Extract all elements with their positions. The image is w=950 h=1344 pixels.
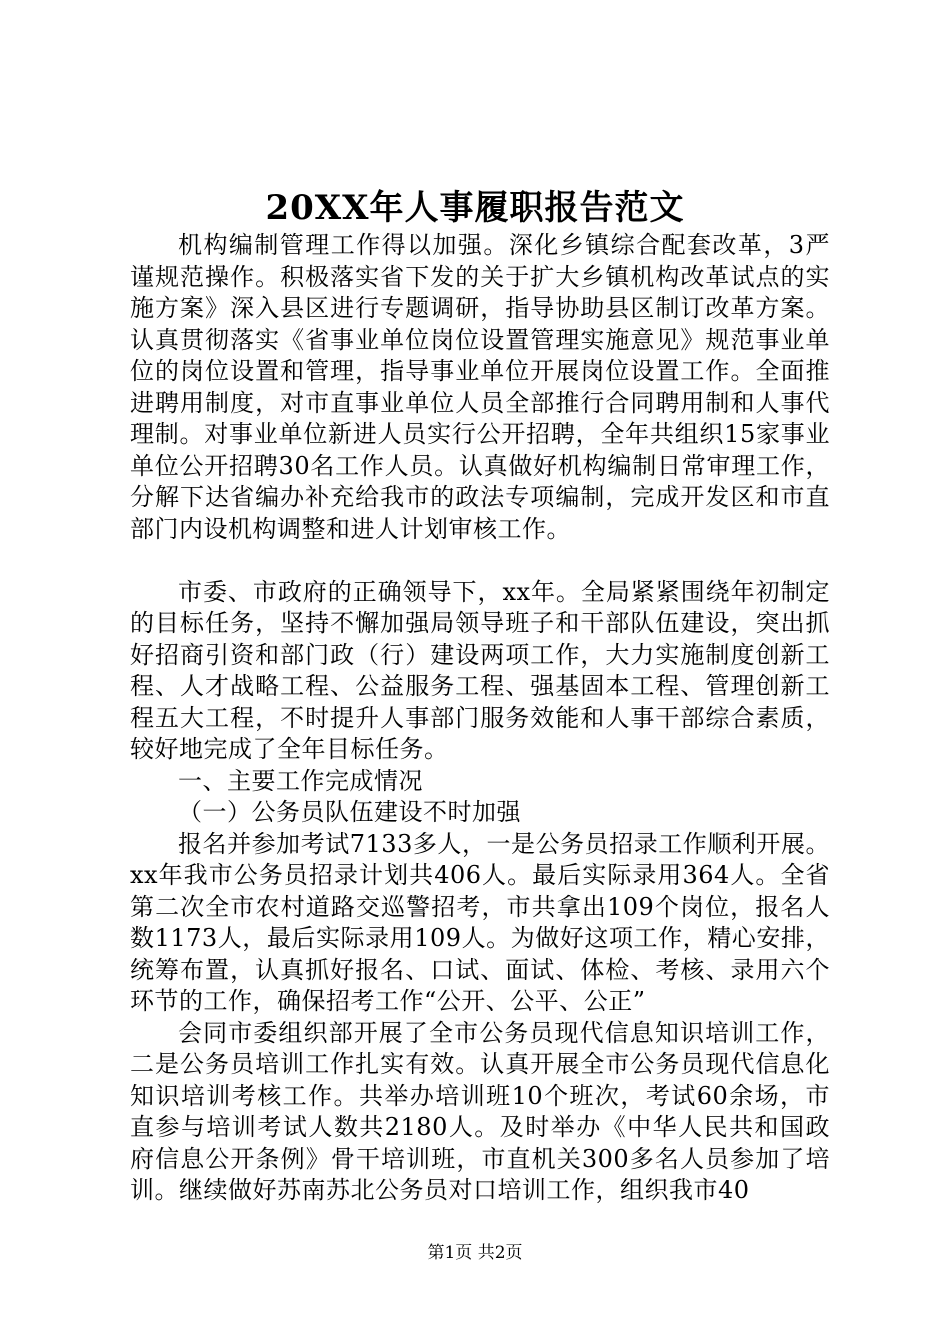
paragraph-recruitment: 报名并参加考试7133多人，一是公务员招录工作顺利开展。xx年我市公务员招录计划共406人。最后实际录用364人。全省第二次全市农村道路交巡警招考，市共拿出109个岗位，报名人数1173人，最后实际录用109人。为做好这项工作，精心安排，统筹布置，认真抓好报名、口试、面试、体检、考核、录用六个环节的工作，确保招考工作“公开、公平、公正” [130, 829, 830, 1015]
document-body [130, 230, 830, 1207]
paragraph-training: 会同市委组织部开展了全市公务员现代信息知识培训工作，二是公务员培训工作扎实有效。认真开展全市公务员现代信息化知识培训考核工作。共举办培训班10个班次，考试60余场，市直参与培训考试人数共2180人。及时举办《中华人民共和国政府信息公开条例》骨干培训班，市直机关300多名人员参加了培训。继续做好苏南苏北公务员对口培训工作，组织我市40 [130, 1018, 830, 1204]
document-title: 20XX年人事履职报告范文 [265, 188, 685, 228]
page-footer: 第1页 共2页 [427, 1243, 523, 1263]
paragraph-annual-overview: 市委、市政府的正确领导下，xx年。全局紧紧围绕年初制定的目标任务，坚持不懈加强局领导班子和干部队伍建设，突出抓好招商引资和部门政（行）建设两项工作，大力实施制度创新工程、人才战略工程、公益服务工程、强基固本工程、管理创新工程五大工程，不时提升人事部门服务效能和人事干部综合素质，较好地完成了全年目标任务。 [130, 577, 830, 763]
section-heading-main-work: 一、主要工作完成情况 [178, 766, 423, 795]
subsection-heading-civil-servants: （一）公务员队伍建设不时加强 [178, 798, 521, 826]
paragraph-institutional-staffing: 机构编制管理工作得以加强。深化乡镇综合配套改革，3严谨规范操作。积极落实省下发的关于扩大乡镇机构改革试点的实施方案》深入县区进行专题调研，指导协助县区制订改革方案。认真贯彻落实《省事业单位岗位设置管理实施意见》规范事业单位的岗位设置和管理，指导事业单位开展岗位设置工作。全面推进聘用制度，对市直事业单位人员全部推行合同聘用制和人事代理制。对事业单位新进人员实行公开招聘，全年共组织15家事业单位公开招聘30名工作人员。认真做好机构编制日常审理工作，分解下达省编办补充给我市的政法专项编制，完成开发区和市直部门内设机构调整和进人计划审核工作。 [130, 231, 830, 543]
